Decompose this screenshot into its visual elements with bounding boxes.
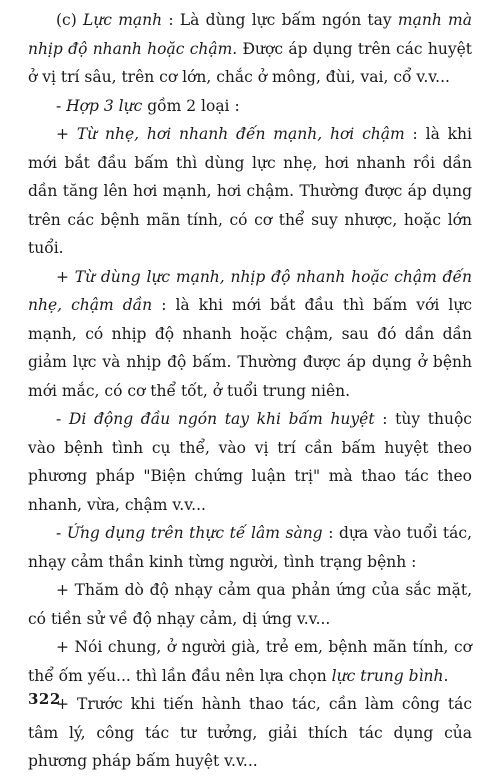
text-run: + Nói chung, ở người già, trẻ em, bệnh mãn tính, cơ thể ốm yếu... thì lần đầu nên lựa chọn [28,638,472,685]
paragraph [28,633,472,690]
paragraph [28,519,472,576]
text-run: : là khi mới bắt đầu thì bấm với lực mạnh, có nhịp độ nhanh hoặc chậm, sau đó dần dần giảm lực và nhịp độ bấm. Thường được áp dụng ở bệnh mới mắc, có cơ thể tốt, ở tuổi trung niên. [28,296,472,400]
italic-text: + Từ dùng lực mạnh, nhịp độ nhanh hoặc chậm đến nhẹ, chậm dần [28,267,472,314]
text-run: Được áp dụng trên các huyệt ở vị trí sâu, trên cơ lớn, chắc ở mông, đùi, vai, cổ v.v... [28,39,473,86]
paragraph [28,405,472,519]
text-run: . [443,666,449,685]
paragraph [28,576,472,633]
text-run: + Trước khi tiến hành thao tác, cần làm công tác tâm lý, công tác tư tưởng, giải thích tác dụng của phương pháp bấm huyệt v.v... [28,695,472,770]
italic-text: - Di động đầu ngón tay khi bấm huyệt [56,410,375,428]
body-text [28,6,472,776]
italic-text: mạnh mà nhịp độ nhanh hoặc chậm. [28,11,472,58]
text-run: gồm 2 loại : [142,96,240,115]
italic-text: - Hợp 3 lực [56,96,143,115]
paragraph [28,263,472,406]
text-run: + Thăm dò độ nhạy cảm qua phản ứng của sắc mặt, có tiền sử về độ nhạy cảm, dị ứng v.v... [28,581,472,628]
text-run: (c) [56,11,84,29]
paragraph [28,120,472,263]
italic-text: + Từ nhẹ, hơi nhanh đến mạnh, hơi chậm [56,125,405,143]
page-number: 322 [28,690,61,708]
text-run: : là khi mới bắt đầu bấm thì dùng lực nhẹ, hơi nhanh rồi dần dần tăng lên hơi mạnh, hơi chậm. Thường được áp dụng trên các bệnh mãn tính, có cơ thể suy nhược, hoặc lớn tuổi. [28,125,472,257]
text-run: : Là dùng lực bấm ngón tay [162,11,398,29]
italic-text: lực trung bình [331,666,444,685]
text-run: : dựa vào tuổi tác, nhạy cảm thần kinh từng người, tình trạng bệnh : [28,524,473,571]
italic-text: Lực mạnh [83,11,163,29]
paragraph [28,6,472,92]
italic-text: - Ứng dụng trên thực tế lâm sàng [56,524,323,542]
text-run: : tùy thuộc vào bệnh tình cụ thể, vào vị trí cần bấm huyệt theo phương pháp "Biện chứng luận trị" mà thao tác theo nhanh, vừa, chậm v.v... [28,410,472,514]
paragraph [28,690,472,776]
paragraph [28,92,472,121]
